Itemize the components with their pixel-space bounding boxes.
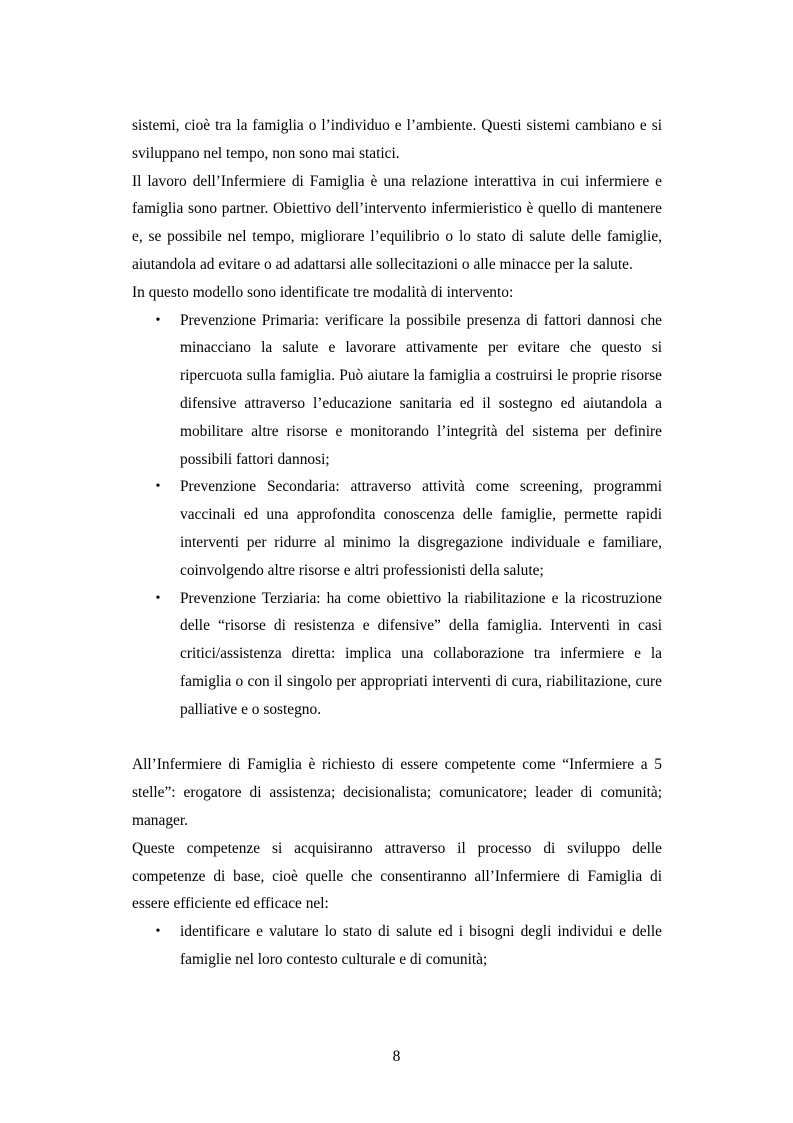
list-item-text: verificare la possibile presenza di fattori dannosi che minacciano la salute e lavorare attivamente per evitare che questo si ripercuota sulla famiglia. Può aiutare la famiglia a costruirsi le proprie risorse difensive attraverso l’educazione sanitaria ed il sostegno ed aiutandola a mobilitare altre risorse e monitorando l’integrità del sistema per definire possibili fattori dannosi; xyxy=(180,311,662,468)
paragraph-five-star-nurse: All’Infermiere di Famiglia è richiesto di essere competente come “Infermiere a 5 stelle”: erogatore di assistenza; decisionalista; comunicatore; leader di comunità; manager. xyxy=(132,756,662,829)
list-item-lead: Prevenzione Secondaria: xyxy=(180,478,340,496)
bullet-icon: • xyxy=(155,924,161,940)
prevention-list xyxy=(132,307,662,724)
bullet-icon: • xyxy=(155,590,161,606)
paragraph-intervention-modes-intro: In questo modello sono identificate tre modalità di intervento: xyxy=(132,283,514,301)
list-item-text: attraverso attività come screening, programmi vaccinali ed una approfondita conoscenza delle famiglie, permette rapidi interventi per ridurre al minimo la disgregazione individuale e familiare, coinvolgendo altre risorse e altri professionisti della salute; xyxy=(180,478,663,579)
paragraph-systems: sistemi, cioè tra la famiglia o l’individuo e l’ambiente. Questi sistemi cambiano e si sviluppano nel tempo, non sono mai statici. xyxy=(132,117,662,162)
page-number: 8 xyxy=(392,1048,401,1065)
bullet-icon: • xyxy=(155,479,161,495)
paragraph-family-nurse-role: Il lavoro dell’Infermiere di Famiglia è una relazione interattiva in cui infermiere e famiglia sono partner. Obiettivo dell’intervento infermieristico è quello di mantenere e, se possibile nel tempo, migliorare l’equilibrio o lo stato di salute delle famiglie, aiutandola ad evitare o ad adattarsi alle sollecitazioni o alle minacce per la salute. xyxy=(132,172,662,273)
page-body xyxy=(132,112,662,974)
competence-list xyxy=(132,918,662,974)
list-item-primary-prevention xyxy=(132,307,662,474)
list-item-tertiary-prevention xyxy=(132,585,662,724)
list-item-secondary-prevention xyxy=(132,473,662,584)
bullet-icon: • xyxy=(155,312,161,328)
list-item-lead: Prevenzione Terziaria: xyxy=(180,589,321,607)
list-item-text: identificare e valutare lo stato di salute ed i bisogni degli individui e delle famiglie nel loro contesto culturale e di comunità; xyxy=(180,923,662,968)
paragraph-spacer xyxy=(132,724,662,752)
list-item-competence xyxy=(132,918,662,974)
paragraph-basic-competences: Queste competenze si acquisiranno attraverso il processo di sviluppo delle competenze di base, cioè quelle che consentiranno all’Infermiere di Famiglia di essere efficiente ed efficace nel: xyxy=(132,839,662,913)
list-item-lead: Prevenzione Primaria: xyxy=(180,311,320,329)
list-item-text: ha come obiettivo la riabilitazione e la ricostruzione delle “risorse di resistenza e difensive” della famiglia. Interventi in casi critici/assistenza diretta: implica una collaborazione tra infermiere e la famiglia o con il singolo per appropriati interventi di cura, riabilitazione, cure palliative e o sostegno. xyxy=(180,589,662,718)
